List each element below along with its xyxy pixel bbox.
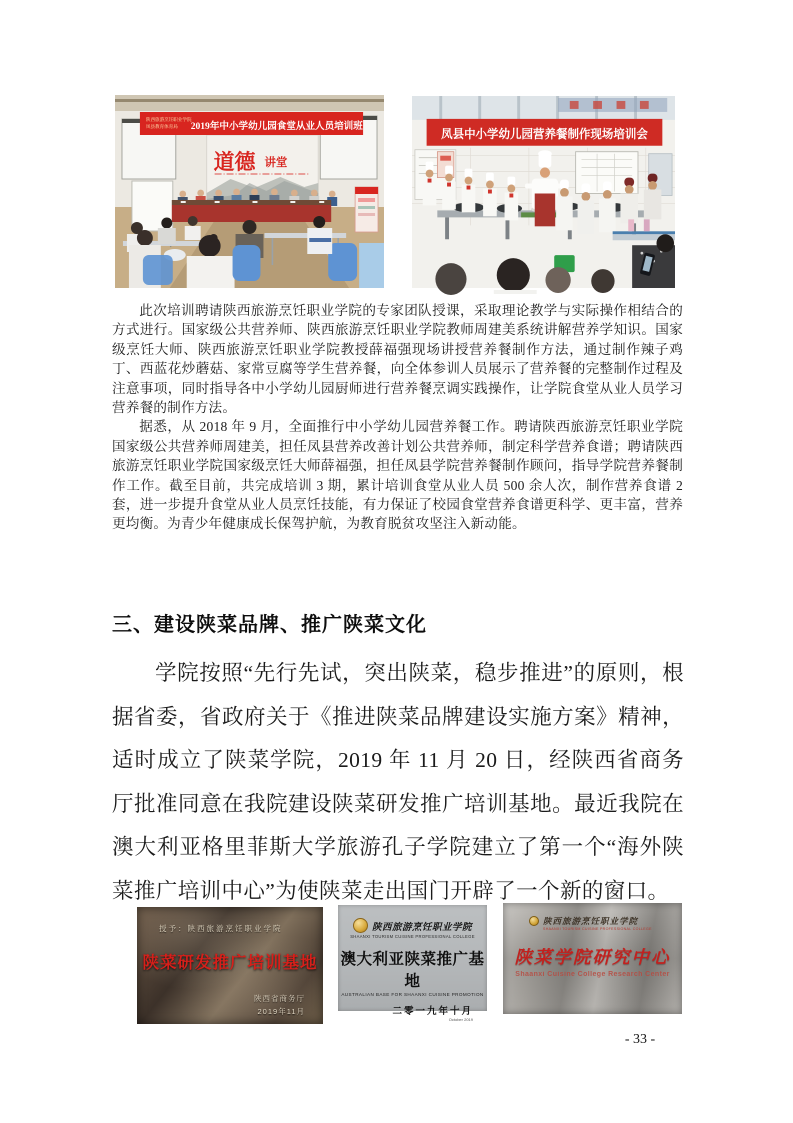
plaque1-date: 2019年11月: [257, 1007, 305, 1016]
college-seal-icon: [529, 916, 539, 926]
page-number: - 33 -: [624, 1032, 656, 1047]
photo-plaque-research-center: [503, 903, 682, 1014]
college-seal-icon: [353, 918, 368, 933]
paragraph-training-course: 此次培训聘请陕西旅游烹饪职业学院的专家团队授课，采取理论教学与实际操作相结合的方式进行。国家级公共营养师、陕西旅游烹饪职业学院教师周建美系统讲解营养学知识。国家级烹饪大师、陕西旅游烹饪职业学院教授薛福强现场讲授营养餐制作方法，通过制作辣子鸡丁、西蓝花炒蘑菇、家常豆腐等学生营养餐，向全体参训人员展示了营养餐的完整制作过程及注意事项，同时指导各中小学幼儿园厨师进行营养餐烹调实践操作，让学院食堂从业人员学习营养餐的制作方法。: [112, 303, 683, 416]
plaque2-date: 二零一九年十月: [392, 1006, 473, 1017]
photo-plaque-australia-base: [338, 905, 487, 1022]
body-text-block: [112, 301, 683, 534]
plaque1-issuer: 陕西省商务厅: [254, 994, 305, 1003]
classroom-scene: [115, 95, 384, 288]
banner-bureau-line: 凤县教育体育局: [145, 123, 178, 130]
plaque3-title-en: Shaanxi Cuisine College Research Center: [515, 971, 670, 978]
photo-kitchen-training: [412, 96, 675, 288]
banner-college-line: 陕西旅游烹饪职业学院: [145, 116, 192, 123]
section-heading: 三、建设陕菜品牌、推广陕菜文化: [112, 614, 427, 636]
wall-poster: [355, 187, 378, 232]
plaque1-title: 陕菜研发推广培训基地: [142, 954, 318, 972]
classroom-banner: [140, 112, 363, 135]
plaque3-college-name-en: SHAANXI TOURISM CUISINE PROFESSIONAL COLLEGE: [543, 927, 652, 931]
plaque2-title: 澳大利亚陕菜推广基地: [340, 951, 485, 990]
kitchen-banner-title: 凤县中小学幼儿园营养餐制作现场培训会: [441, 127, 648, 141]
photo-classroom-training: [115, 95, 384, 288]
plaque2-date-en: October 2019: [448, 1017, 473, 1022]
kitchen-scene: [412, 96, 675, 288]
paragraph-since-2018: 据悉，从 2018 年 9 月，全面推行中小学幼儿园营养餐工作。聘请陕西旅游烹饪职业学院国家级公共营养师周建美，担任凤县营养改善计划公共营养师，制定科学营养食谱；聘请陕西旅游烹饪职业学院国家级烹饪大师薛福强，担任凤县学院营养餐制作顾问，指导学院营养餐制作工作。截至目前，共完成培训 3 期，累计培训食堂从业人员 500 余人次，制作营养食谱 2 套，进一步提升食堂从业人员烹饪技能，有力保证了校园食堂营养食谱更科学、更丰富，营养更均衡。为青少年健康成长保驾护航，为教育脱贫攻坚注入新动能。: [112, 419, 683, 532]
window-band: [412, 96, 675, 120]
backdrop-title-jiangtang: 讲堂: [264, 156, 288, 170]
backdrop-title-daode: 道德: [213, 149, 256, 175]
plaque3-title: 陕菜学院研究中心: [514, 947, 671, 967]
ceiling: [115, 95, 384, 111]
plaque1-grant-line: 授予：陕西旅游烹饪职业学院: [159, 924, 283, 933]
kitchen-banner: [427, 119, 663, 146]
plaque2-title-en: AUSTRALIAN BASE FOR SHAANXI CUISINE PROMOTION: [341, 992, 484, 997]
plaque3-college-name: 陕西旅游烹饪职业学院: [543, 916, 639, 926]
paragraph-shaancai-brand: 学院按照“先行先试，突出陕菜，稳步推进”的原则，根据省委，省政府关于《推进陕菜品牌建设实施方案》精神，适时成立了陕菜学院，2019 年 11 月 20 日，经陕西省商务厅批准同意在我院建设陕菜研发推广培训基地。最近我院在澳大利亚格里菲斯大学旅游孔子学院建立了第一个“海外陕菜推广培训中心”为使陕菜走出国门开辟了一个新的窗口。: [112, 661, 684, 903]
banner-main-title: 2019年中小学幼儿园食堂从业人员培训班: [190, 120, 363, 133]
photo-plaque-training-base: [137, 907, 323, 1024]
plaque2-college-name: 陕西旅游烹饪职业学院: [371, 921, 472, 933]
plaque2-college-name-en: SHAANXI TOURISM CUISINE PROFESSIONAL COLLEGE: [350, 934, 475, 939]
